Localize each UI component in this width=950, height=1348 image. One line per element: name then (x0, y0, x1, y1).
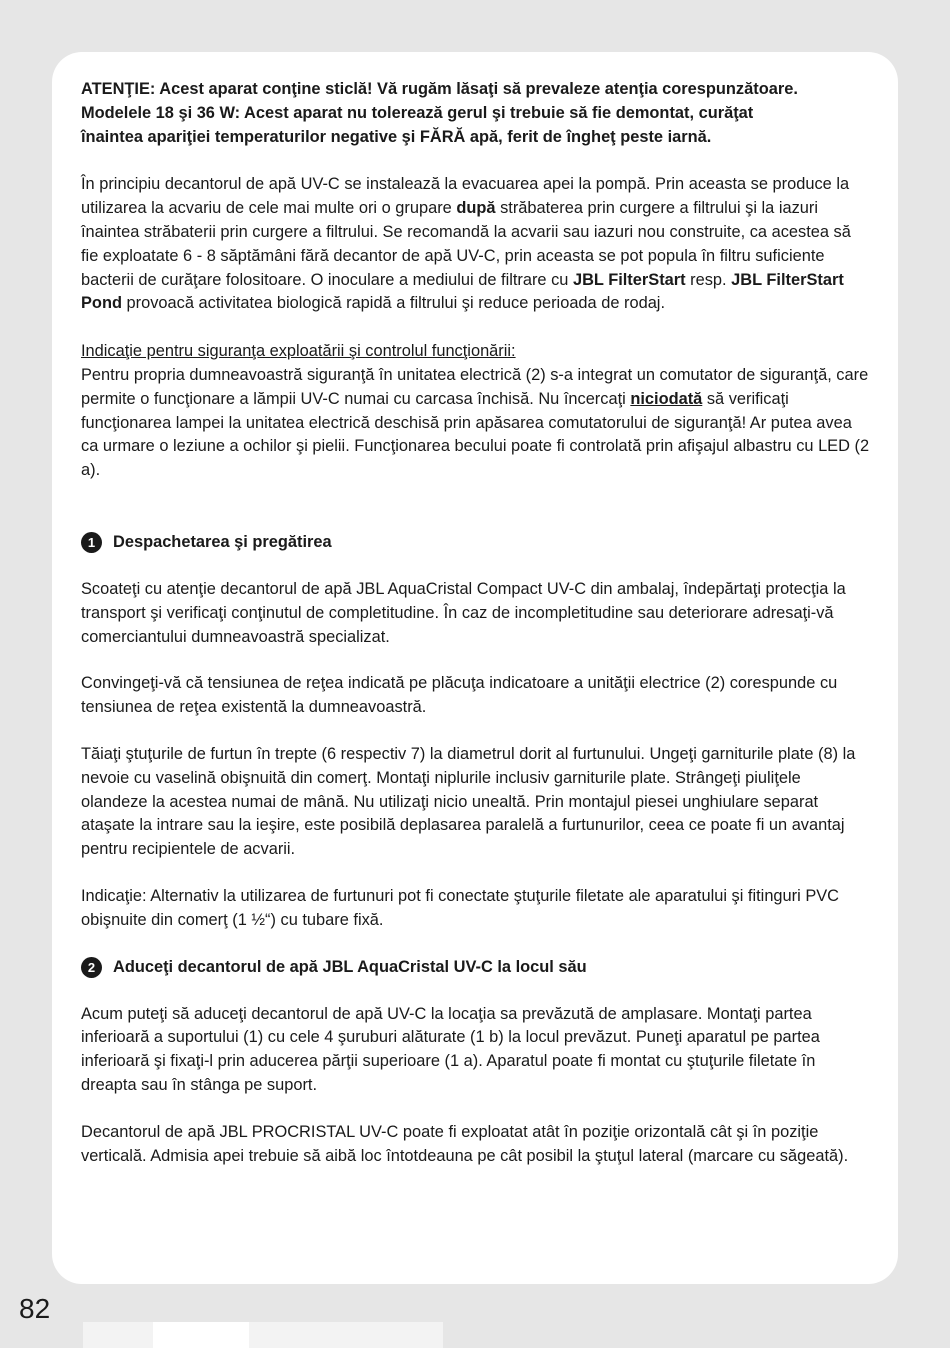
safety-paragraph (81, 364, 871, 483)
warning-line-1: ATENŢIE: Acest aparat conţine sticlă! Vă rugăm lăsaţi să prevaleze atenţia corespunzătoare. (81, 80, 798, 98)
section-2-number-badge: 2 (81, 957, 102, 978)
strip-segment (83, 1322, 153, 1348)
section-1-paragraph-3: Tăiaţi ştuţurile de furtun în trepte (6 respectiv 7) la diametrul dorit al furtunului. Ungeţi garniturile plate (8) la nevoie cu vaselină obişnuită din comerţ. Montaţi niplurile inclusiv garniturile plate. Strângeţi piuliţele olandeze la acestea numai de mână. Nu utilizaţi nicio unealtă. Prin montajul piesei unghiulare separat ataşate la intrare sau la ieşire, este posibilă deplasarea paralelă a furtunurilor, ceea ce poate fi un avantaj pentru recipientele de acvarii. (81, 744, 856, 859)
intro-paragraph (81, 173, 871, 316)
intro-bold-filterstart: JBL FilterStart (572, 270, 686, 289)
section-1-number-badge: 1 (81, 532, 102, 553)
warning-line-2: Modelele 18 şi 36 W: Acest aparat nu tolerează gerul şi trebuie să fie demontat, curăţat (81, 103, 754, 122)
intro-text-2: străbaterea prin curgere a filtrului şi la iazuri înaintea străbaterii prin curgere a filtrului. Se recomandă la acvarii sau iazuri nou construite, ca acestea să fie exploatate 6 - 8 săptămâni fără decantor de apă UV-C, prin aceasta se pot popula în filtru suficiente bacterii de curăţare folositoare. O inoculare a mediului de filtrare cu (81, 199, 851, 289)
strip-segment (249, 1322, 443, 1348)
warning-line-3: înaintea apariţiei temperaturilor negative şi FĂRĂ apă, ferit de îngheţ peste iarnă. (81, 127, 712, 146)
section-1-heading (81, 531, 871, 555)
intro-bold-dupa: după (456, 199, 496, 218)
safety-text-2: să verificaţi funcţionarea lampei la unitatea electrică deschisă prin apăsarea comutatorului de siguranţă! Ar putea avea ca urmare o leziune a ochilor şi pielii. Funcţionarea becului poate fi controlată prin afişajul albastru cu LED (2 a). (81, 389, 870, 480)
section-2-paragraph-1: Acum puteţi să aduceţi decantorul de apă UV-C la locaţia sa prevăzută de amplasare. Montaţi partea inferioară a suportului (1) cu cele 4 şuruburi alăturate (1 b) la locul prevăzut. Puneţi aparatul pe partea inferioară şi fixaţi-l prin aducerea părţii superioare (1 a). Aparatul poate fi montat cu ştuţurile filetate în dreapta sau în stânga pe suport. (81, 1004, 820, 1094)
bottom-decor-strip (83, 1322, 443, 1348)
safety-text-1: Pentru propria dumneavoastră siguranţă în unitatea electrică (2) s-a integrat un comutator de siguranţă, care permite o funcţionare a lămpii UV-C numai cu carcasa închisă. Nu încercaţi (81, 365, 869, 408)
warning-block (81, 78, 871, 149)
intro-text-1: În principiu decantorul de apă UV-C se instalează la evacuarea apei la pompă. Prin aceasta se produce la utilizarea la acvariu de cele mai multe ori o grupare (81, 175, 850, 218)
section-1-paragraph-4: Indicaţie: Alternativ la utilizarea de furtunuri pot fi conectate ştuţurile filetate ale aparatului şi fitinguri PVC obişnuite din comerţ (1 ½“) cu tubare fixă. (81, 886, 840, 929)
section-2-paragraph-2: Decantorul de apă JBL PROCRISTAL UV-C poate fi exploatat atât în poziţie orizontală cât şi în poziţie verticală. Admisia apei trebuie să aibă loc întotdeauna pe cât posibil la ştuţul lateral (marcare cu săgeată). (81, 1122, 849, 1165)
section-1-paragraph-1: Scoateţi cu atenţie decantorul de apă JBL AquaCristal Compact UV-C din ambalaj, îndepărtaţi protecţia la transport şi verificaţi conţinutul de completitudine. În caz de incompletitudine sau deteriorare adresaţi-vă comerciantului dumneavoastră specializat. (81, 579, 846, 646)
document-body (81, 78, 871, 1168)
safety-bold-niciodata: niciodată (630, 389, 703, 408)
intro-bold-filterstart-pond: JBL FilterStart Pond (81, 270, 844, 313)
section-1-title: Despachetarea şi pregătirea (113, 533, 332, 552)
section-2-heading (81, 956, 871, 980)
safety-heading: Indicaţie pentru siguranţa exploatării şi controlul funcţionării: (81, 342, 516, 361)
section-2-title: Aduceţi decantorul de apă JBL AquaCristal UV-C la locul său (113, 957, 587, 976)
section-1-paragraph-2: Convingeţi-vă că tensiunea de reţea indicată pe plăcuţa indicatoare a unităţii electrice (2) corespunde cu tensiunea de reţea existentă la dumneavoastră. (81, 674, 838, 717)
page-number: 82 (19, 1293, 51, 1324)
intro-text-4: provoacă activitatea biologică rapidă a filtrului şi reduce perioada de rodaj. (121, 294, 666, 313)
intro-text-3: resp. (685, 270, 732, 289)
strip-segment-white (153, 1322, 249, 1348)
